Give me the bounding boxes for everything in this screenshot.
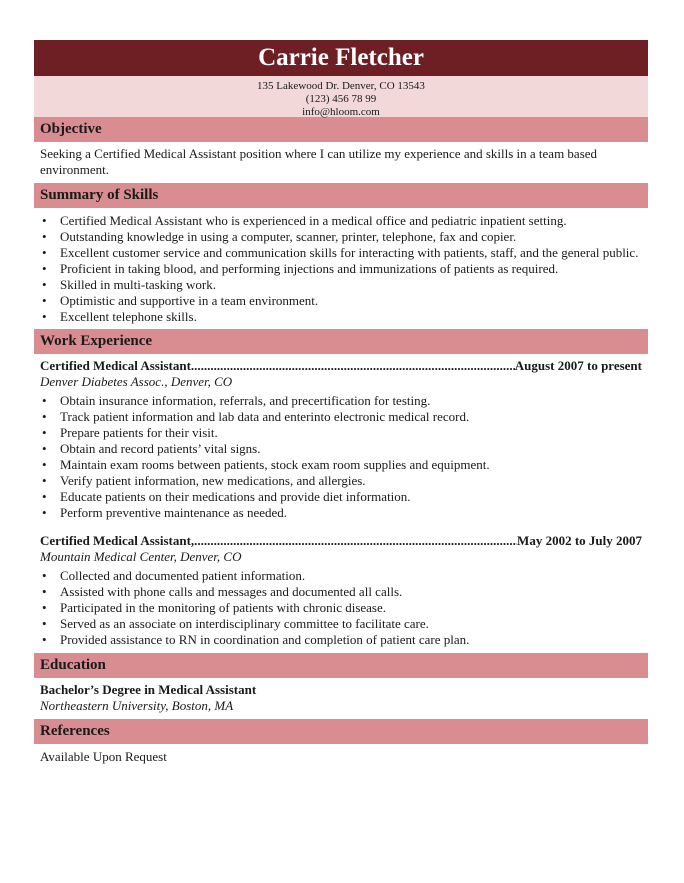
bullet-icon: • xyxy=(42,616,47,631)
contact-block xyxy=(34,76,648,117)
bullet-icon: • xyxy=(42,309,47,324)
bullet-icon: • xyxy=(42,409,47,424)
list-item: • Served as an associate on interdisciplinary committee to facilitate care. xyxy=(42,616,429,631)
job-employer: Denver Diabetes Assoc., Denver, CO xyxy=(40,374,233,389)
list-item: • Outstanding knowledge in using a computer, scanner, printer, telephone, fax and copier. xyxy=(42,229,517,244)
list-item: • Educate patients on their medications and provide diet information. xyxy=(42,489,411,504)
job-entry xyxy=(40,533,642,648)
section-header-education: Education xyxy=(34,653,648,678)
list-item: • Verify patient information, new medications, and allergies. xyxy=(42,473,366,488)
section-header-skills: Summary of Skills xyxy=(34,183,648,208)
list-item: • Assisted with phone calls and messages and documented all calls. xyxy=(42,584,403,599)
email: info@hloom.com xyxy=(302,106,380,118)
bullet-icon: • xyxy=(42,261,47,276)
dot-leader xyxy=(194,533,517,549)
job-position: Certified Medical Assistant, xyxy=(40,533,195,548)
section-header-references: References xyxy=(34,719,648,744)
list-item: • Track patient information and lab data and enterinto electronic medical record. xyxy=(42,409,470,424)
job-entry xyxy=(40,358,642,521)
skills-list xyxy=(40,213,642,325)
list-item: • Optimistic and supportive in a team environment. xyxy=(42,293,319,308)
list-item: • Participated in the monitoring of patients with chronic disease. xyxy=(42,600,387,615)
bullet-icon: • xyxy=(42,505,47,520)
list-item: • Obtain insurance information, referrals, and precertification for testing. xyxy=(42,393,431,408)
list-item: • Provided assistance to RN in coordination and completion of patient care plan. xyxy=(42,632,470,647)
school: Northeastern University, Boston, MA xyxy=(40,698,234,713)
bullet-icon: • xyxy=(42,441,47,456)
bullet-icon: • xyxy=(42,632,47,647)
duties-list xyxy=(40,568,642,648)
job-title-line xyxy=(40,358,642,374)
bullet-icon: • xyxy=(42,245,47,260)
bullet-icon: • xyxy=(42,600,47,615)
degree: Bachelor’s Degree in Medical Assistant xyxy=(40,682,257,697)
bullet-icon: • xyxy=(42,473,47,488)
references-text: Available Upon Request xyxy=(40,749,167,764)
list-item: • Prepare patients for their visit. xyxy=(42,425,218,440)
phone: (123) 456 78 99 xyxy=(305,93,377,105)
bullet-icon: • xyxy=(42,229,47,244)
job-position: Certified Medical Assistant xyxy=(40,358,191,373)
bullet-icon: • xyxy=(42,393,47,408)
list-item: • Proficient in taking blood, and performing injections and immunizations of patients as required. xyxy=(42,261,559,276)
section-header-work: Work Experience xyxy=(34,329,648,354)
bullet-icon: • xyxy=(42,277,47,292)
list-item: • Excellent telephone skills. xyxy=(42,309,197,324)
list-item: • Excellent customer service and communication skills for interacting with patients, staff, and the general public. xyxy=(42,245,639,260)
bullet-icon: • xyxy=(42,584,47,599)
section-header-objective: Objective xyxy=(34,117,648,142)
list-item: • Certified Medical Assistant who is experienced in a medical office and pediatric inpatient setting. xyxy=(42,213,567,228)
work-section xyxy=(34,358,648,653)
objective-text: Seeking a Certified Medical Assistant position where I can utilize my experience and skills in a team based environment. xyxy=(40,146,598,177)
duties-list xyxy=(40,393,642,521)
bullet-icon: • xyxy=(42,213,47,228)
resume xyxy=(34,40,648,765)
bullet-icon: • xyxy=(42,457,47,472)
list-item: • Obtain and record patients’ vital signs. xyxy=(42,441,261,456)
education-section xyxy=(34,678,648,719)
list-item: • Maintain exam rooms between patients, stock exam room supplies and equipment. xyxy=(42,457,490,472)
job-title-line xyxy=(40,533,642,549)
candidate-name: Carrie Fletcher xyxy=(258,44,424,71)
list-item: • Skilled in multi-tasking work. xyxy=(42,277,216,292)
list-item: • Collected and documented patient information. xyxy=(42,568,306,583)
bullet-icon: • xyxy=(42,425,47,440)
job-dates: August 2007 to present xyxy=(514,358,642,373)
bullet-icon: • xyxy=(42,489,47,504)
bullet-icon: • xyxy=(42,293,47,308)
job-employer: Mountain Medical Center, Denver, CO xyxy=(40,549,242,564)
name-banner xyxy=(34,40,648,76)
skills-section xyxy=(34,208,648,329)
job-dates: May 2002 to July 2007 xyxy=(517,533,642,548)
dot-leader xyxy=(191,358,515,374)
address: 135 Lakewood Dr. Denver, CO 13543 xyxy=(257,80,425,92)
bullet-icon: • xyxy=(42,568,47,583)
list-item: • Perform preventive maintenance as needed. xyxy=(42,505,288,520)
